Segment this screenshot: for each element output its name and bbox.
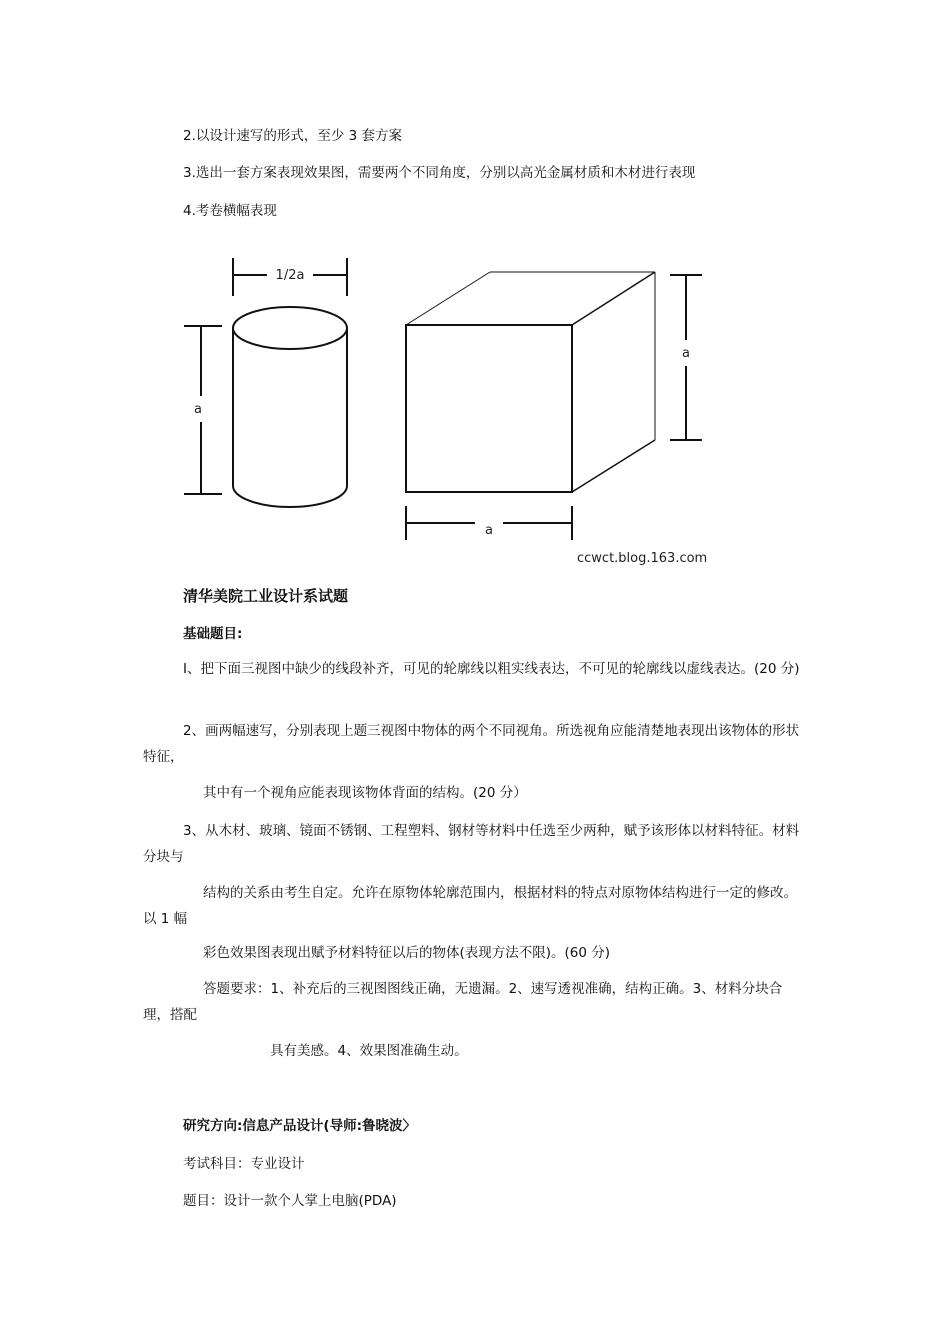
cylinder-shape xyxy=(233,307,347,507)
question-3-conclusion: 彩色效果图表现出赋予材料特征以后的物体(表现方法不限)。(60 分) xyxy=(203,945,611,961)
question-2: 2、画两幅速写，分别表现上题三视图中物体的两个不同视角。所选视角应能清楚地表现出该物体的形状特征， xyxy=(143,723,800,765)
cube-shape xyxy=(406,272,655,492)
cube-width-label: a xyxy=(485,523,493,538)
exam-topic: 题目：设计一款个人掌上电脑(PDA) xyxy=(183,1193,397,1209)
requirement-3: 3.选出一套方案表现效果图，需要两个不同角度，分别以高光金属材质和木材进行表现 xyxy=(183,165,696,181)
question-2-continued: 其中有一个视角应能表现该物体背面的结构。(20 分） xyxy=(203,785,527,801)
question-3-continued: 结构的关系由考生自定。允许在原物体轮廓范围内，根据材料的特点对原物体结构进行一定的修改。以 1 幅 xyxy=(143,885,797,927)
requirement-4: 4.考卷横幅表现 xyxy=(183,203,277,219)
cylinder-cube-figure xyxy=(170,240,730,580)
question-3: 3、从木材、玻璃、镜面不锈钢、工程塑料、钢材等材料中任选至少两种，赋予该形体以材料特征。材料分块与 xyxy=(143,823,800,865)
cylinder-height-label: a xyxy=(194,402,202,417)
answer-requirements-continued: 具有美感。4、效果图准确生动。 xyxy=(270,1043,468,1059)
answer-requirements: 答题要求：1、补充后的三视图图线正确，无遗漏。2、速写透视准确，结构正确。3、材料分块合理，搭配 xyxy=(143,981,783,1023)
watermark: ccwct.blog.163.com xyxy=(577,551,708,566)
question-1: Ⅰ、把下面三视图中缺少的线段补齐，可见的轮廓线以粗实线表达，不可见的轮廓线以虚线表达。(20 分) xyxy=(183,661,800,677)
section-subtitle: 基础题目: xyxy=(183,626,243,642)
requirement-2: 2.以设计速写的形式，至少 3 套方案 xyxy=(183,128,403,144)
section-title: 清华美院工业设计系试题 xyxy=(183,587,349,605)
cylinder-height-dimension xyxy=(184,326,222,494)
cylinder-width-label: 1/2a xyxy=(275,268,305,283)
research-direction: 研究方向:信息产品设计(导师:鲁晓波〉 xyxy=(183,1118,416,1134)
exam-subject: 考试科目：专业设计 xyxy=(183,1156,305,1172)
cube-height-label: a xyxy=(682,346,690,361)
